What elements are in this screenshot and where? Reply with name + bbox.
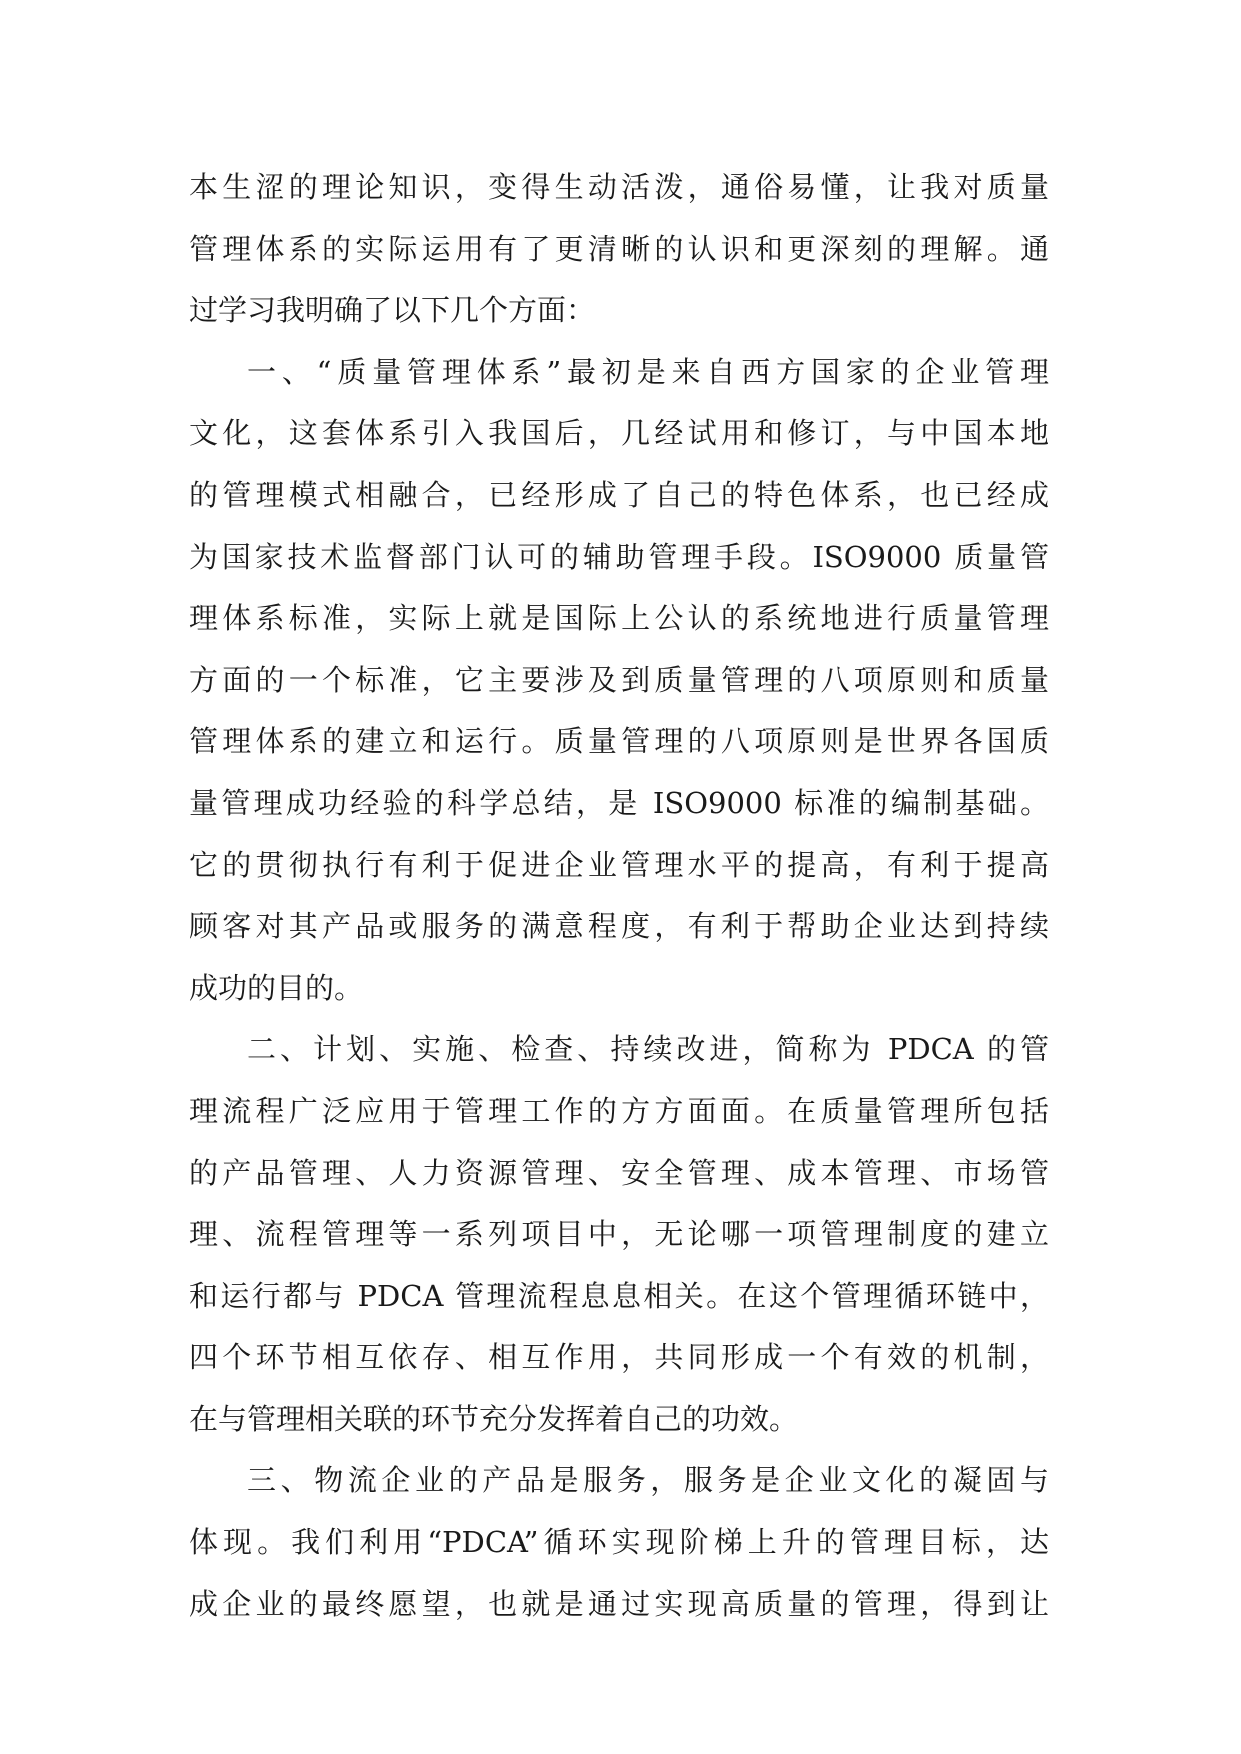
text-line: 在与管理相关联的环节充分发挥着自己的功效。 (189, 1401, 799, 1436)
text-line: 文化，这套体系引入我国后，几经试用和修订，与中国本地 (189, 416, 1049, 451)
text-line: 体现。我们利用“PDCA”循环实现阶梯上升的管理目标，达 (189, 1525, 1049, 1560)
text-line: 和运行都与 PDCA 管理流程息息相关。在这个管理循环链中， (189, 1278, 1049, 1313)
text-line: 四个环节相互依存、相互作用，共同形成一个有效的机制， (189, 1340, 1049, 1375)
text-line: 顾客对其产品或服务的满意程度，有利于帮助企业达到持续 (189, 909, 1049, 944)
text-line: 量管理成功经验的科学总结，是 ISO9000 标准的编制基础。 (189, 785, 1049, 820)
text-line: 一、“质量管理体系”最初是来自西方国家的企业管理 (247, 354, 1049, 389)
text-line: 三、物流企业的产品是服务，服务是企业文化的凝固与 (247, 1463, 1049, 1498)
text-line: 二、计划、实施、检查、持续改进，简称为 PDCA 的管 (247, 1032, 1049, 1067)
text-line: 它的贯彻执行有利于促进企业管理水平的提高，有利于提高 (189, 847, 1049, 882)
text-line: 的产品管理、人力资源管理、安全管理、成本管理、市场管 (189, 1155, 1049, 1190)
text-line: 本生涩的理论知识，变得生动活泼，通俗易懂，让我对质量 (189, 170, 1049, 204)
text-line: 管理体系的实际运用有了更清晰的认识和更深刻的理解。通 (189, 231, 1049, 266)
text-line: 管理体系的建立和运行。质量管理的八项原则是世界各国质 (189, 724, 1049, 759)
text-line: 理体系标准，实际上就是国际上公认的系统地进行质量管理 (189, 601, 1049, 636)
text-line: 过学习我明确了以下几个方面： (189, 293, 596, 328)
text-line: 成功的目的。 (189, 970, 364, 1005)
text-line: 理、流程管理等一系列项目中，无论哪一项管理制度的建立 (189, 1217, 1049, 1252)
text-line: 成企业的最终愿望，也就是通过实现高质量的管理，得到让 (189, 1586, 1049, 1621)
text-line: 为国家技术监督部门认可的辅助管理手段。ISO9000 质量管 (189, 539, 1049, 574)
text-line: 方面的一个标准，它主要涉及到质量管理的八项原则和质量 (189, 662, 1049, 697)
body-text (189, 157, 1049, 1635)
text-line: 的管理模式相融合，已经形成了自己的特色体系，也已经成 (189, 477, 1049, 512)
text-line: 理流程广泛应用于管理工作的方方面面。在质量管理所包括 (189, 1093, 1049, 1128)
